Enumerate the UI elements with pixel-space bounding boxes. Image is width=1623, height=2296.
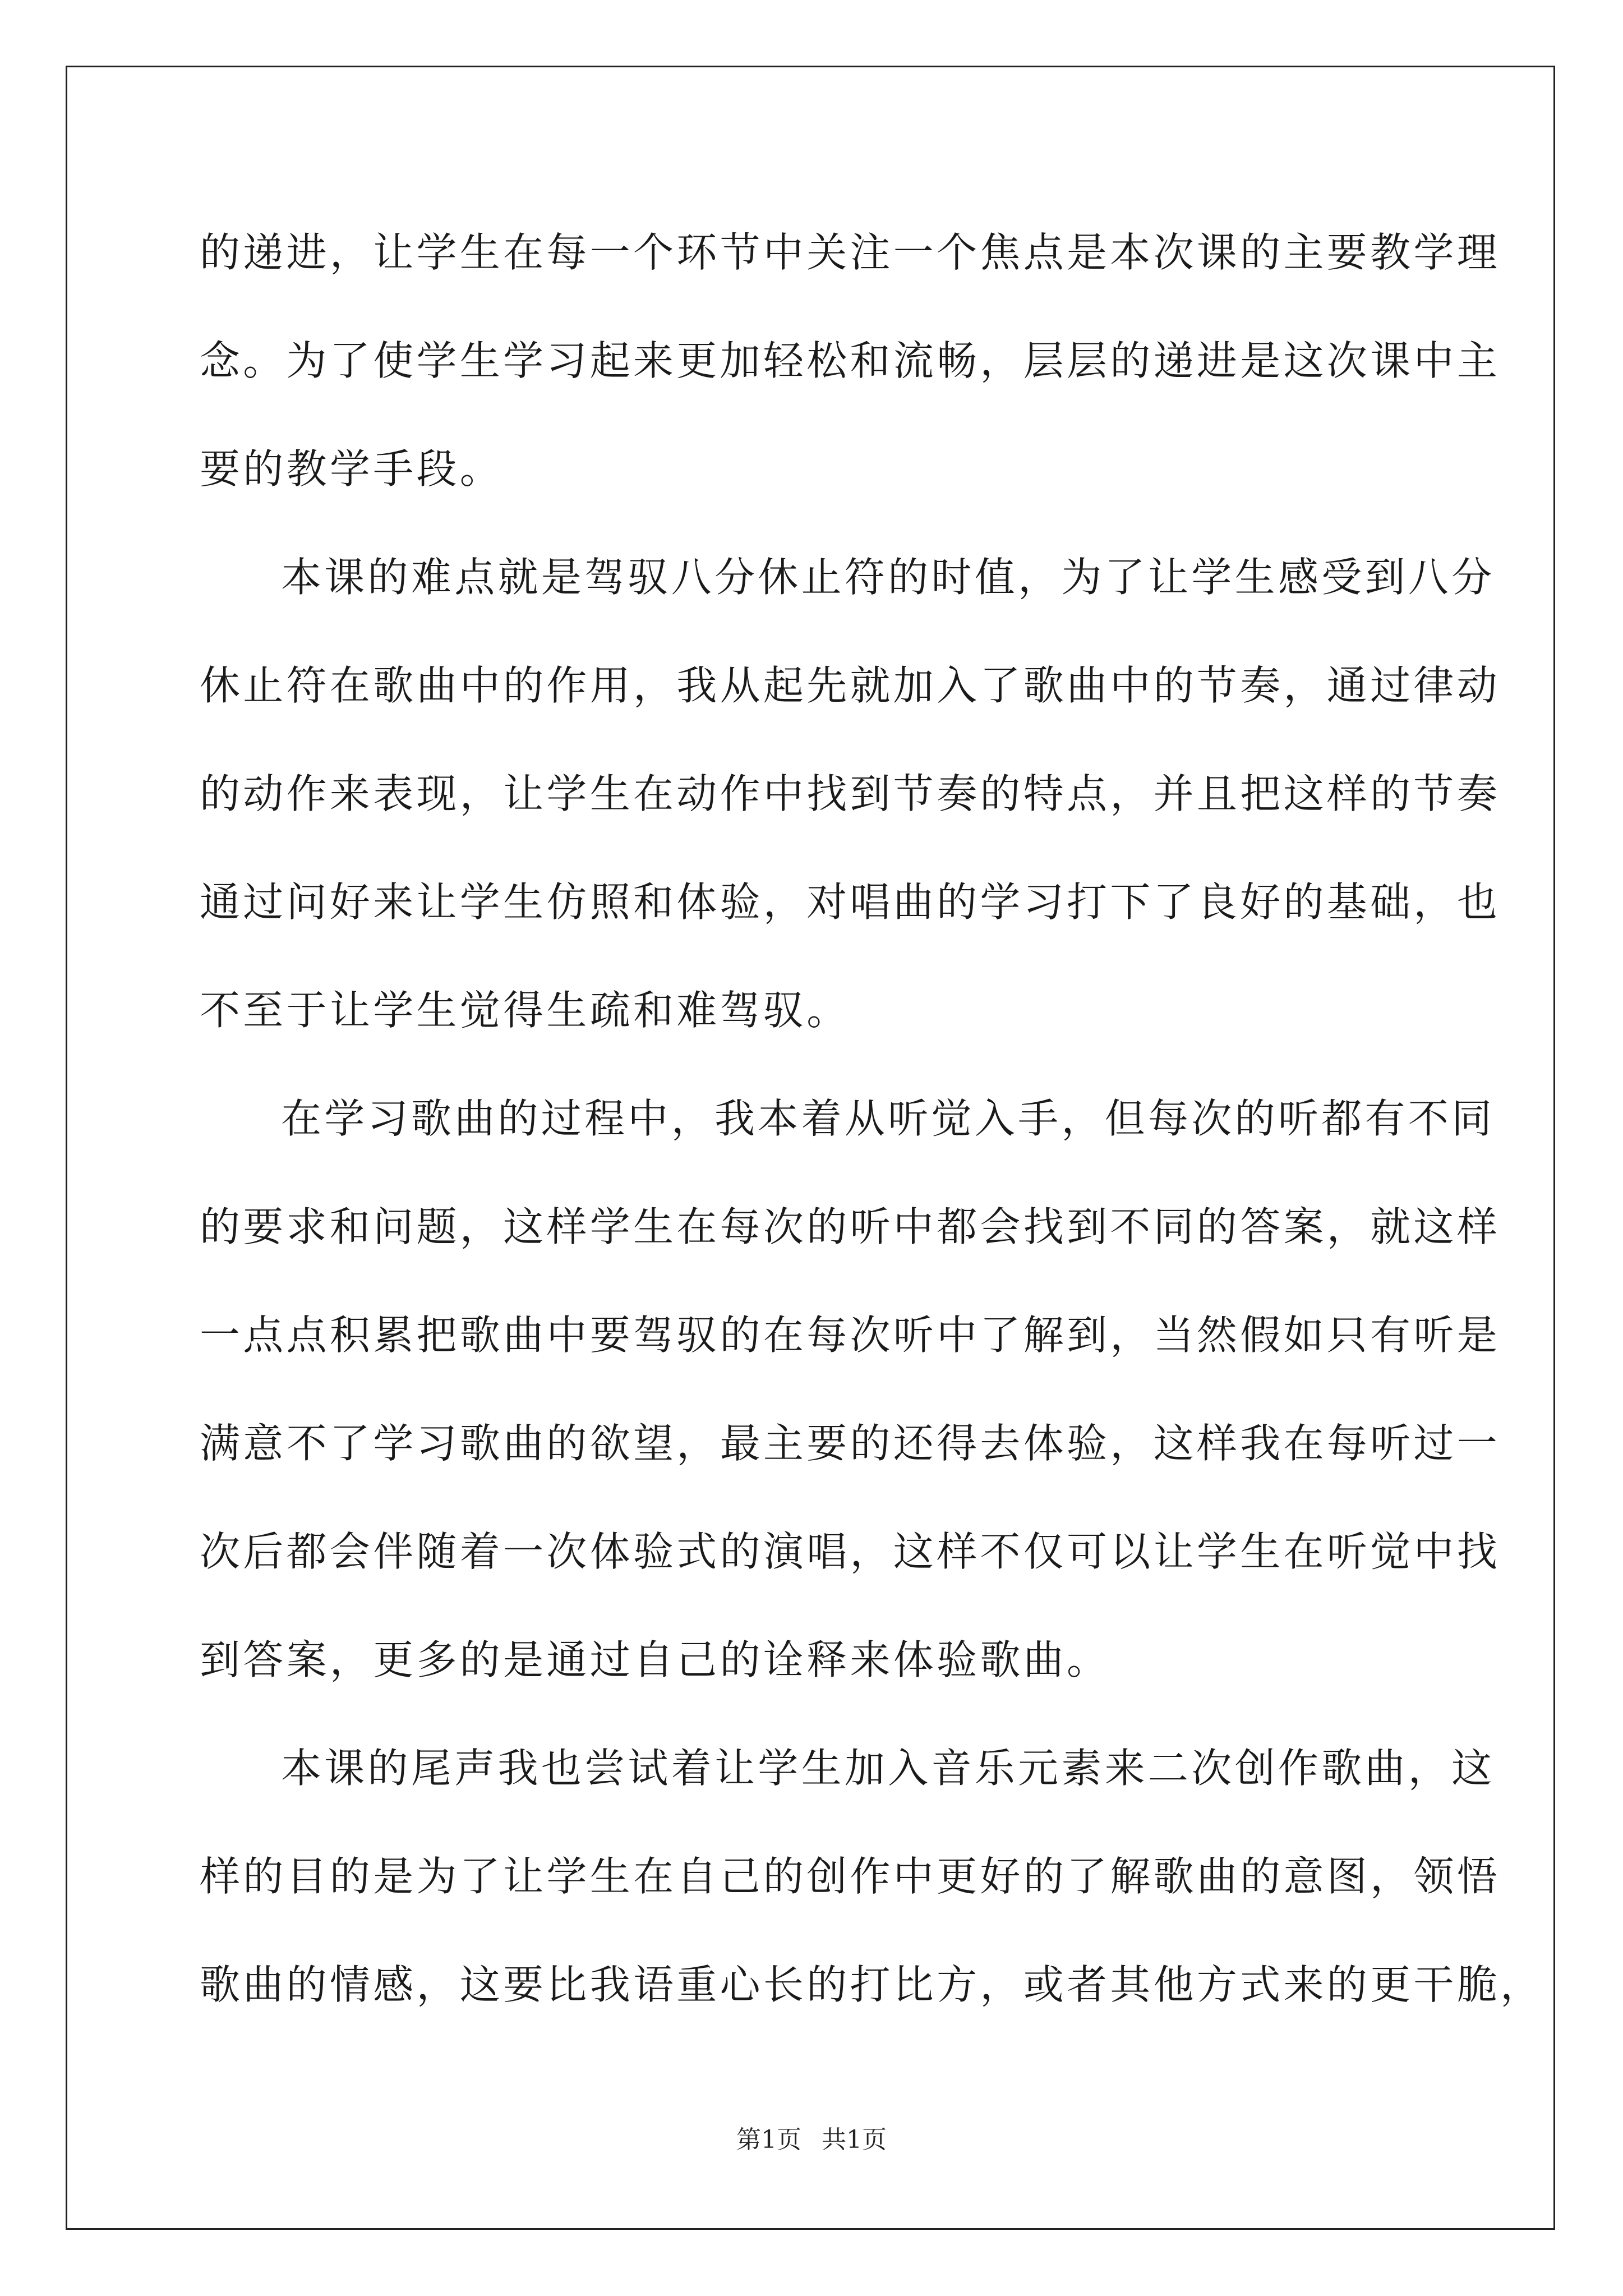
text-line: 满意不了学习歌曲的欲望，最主要的还得去体验，这样我在每听过一 [200,1420,1501,1467]
text-line: 一点点积累把歌曲中要驾驭的在每次听中了解到，当然假如只有听是 [200,1312,1501,1359]
text-line: 休止符在歌曲中的作用，我从起先就加入了歌曲中的节奏，通过律动 [200,662,1501,709]
text-line: 不至于让学生觉得生疏和难驾驭。 [200,987,850,1034]
text-line: 的递进，让学生在每一个环节中关注一个焦点是本次课的主要教学理 [200,229,1501,276]
document-body [200,219,1544,2059]
page-total: 共1页 [822,2125,887,2154]
paragraph-start-line: 在学习歌曲的过程中，我本着从听觉入手，但每次的听都有不同 [281,1095,1495,1142]
text-line: 歌曲的情感，这要比我语重心长的打比方，或者其他方式来的更干脆， [200,1961,1544,2008]
text-line: 的要求和问题，这样学生在每次的听中都会找到不同的答案，就这样 [200,1203,1501,1250]
text-line: 次后都会伴随着一次体验式的演唱，这样不仅可以让学生在听觉中找 [200,1528,1501,1575]
text-line: 的动作来表现，让学生在动作中找到节奏的特点，并且把这样的节奏 [200,770,1501,817]
paragraph-start-line: 本课的尾声我也尝试着让学生加入音乐元素来二次创作歌曲，这 [281,1745,1495,1792]
page-number: 第1页 [736,2125,801,2154]
paragraph-start-line: 本课的难点就是驾驭八分休止符的时值，为了让学生感受到八分 [281,554,1495,601]
page-footer [0,2123,1623,2157]
text-line: 到答案，更多的是通过自己的诠释来体验歌曲。 [200,1636,1110,1683]
text-line: 要的教学手段。 [200,445,504,493]
text-line: 样的目的是为了让学生在自己的创作中更好的了解歌曲的意图，领悟 [200,1853,1501,1900]
text-line: 通过问好来让学生仿照和体验，对唱曲的学习打下了良好的基础，也 [200,878,1501,926]
text-line: 念。为了使学生学习起来更加轻松和流畅，层层的递进是这次课中主 [200,337,1501,384]
